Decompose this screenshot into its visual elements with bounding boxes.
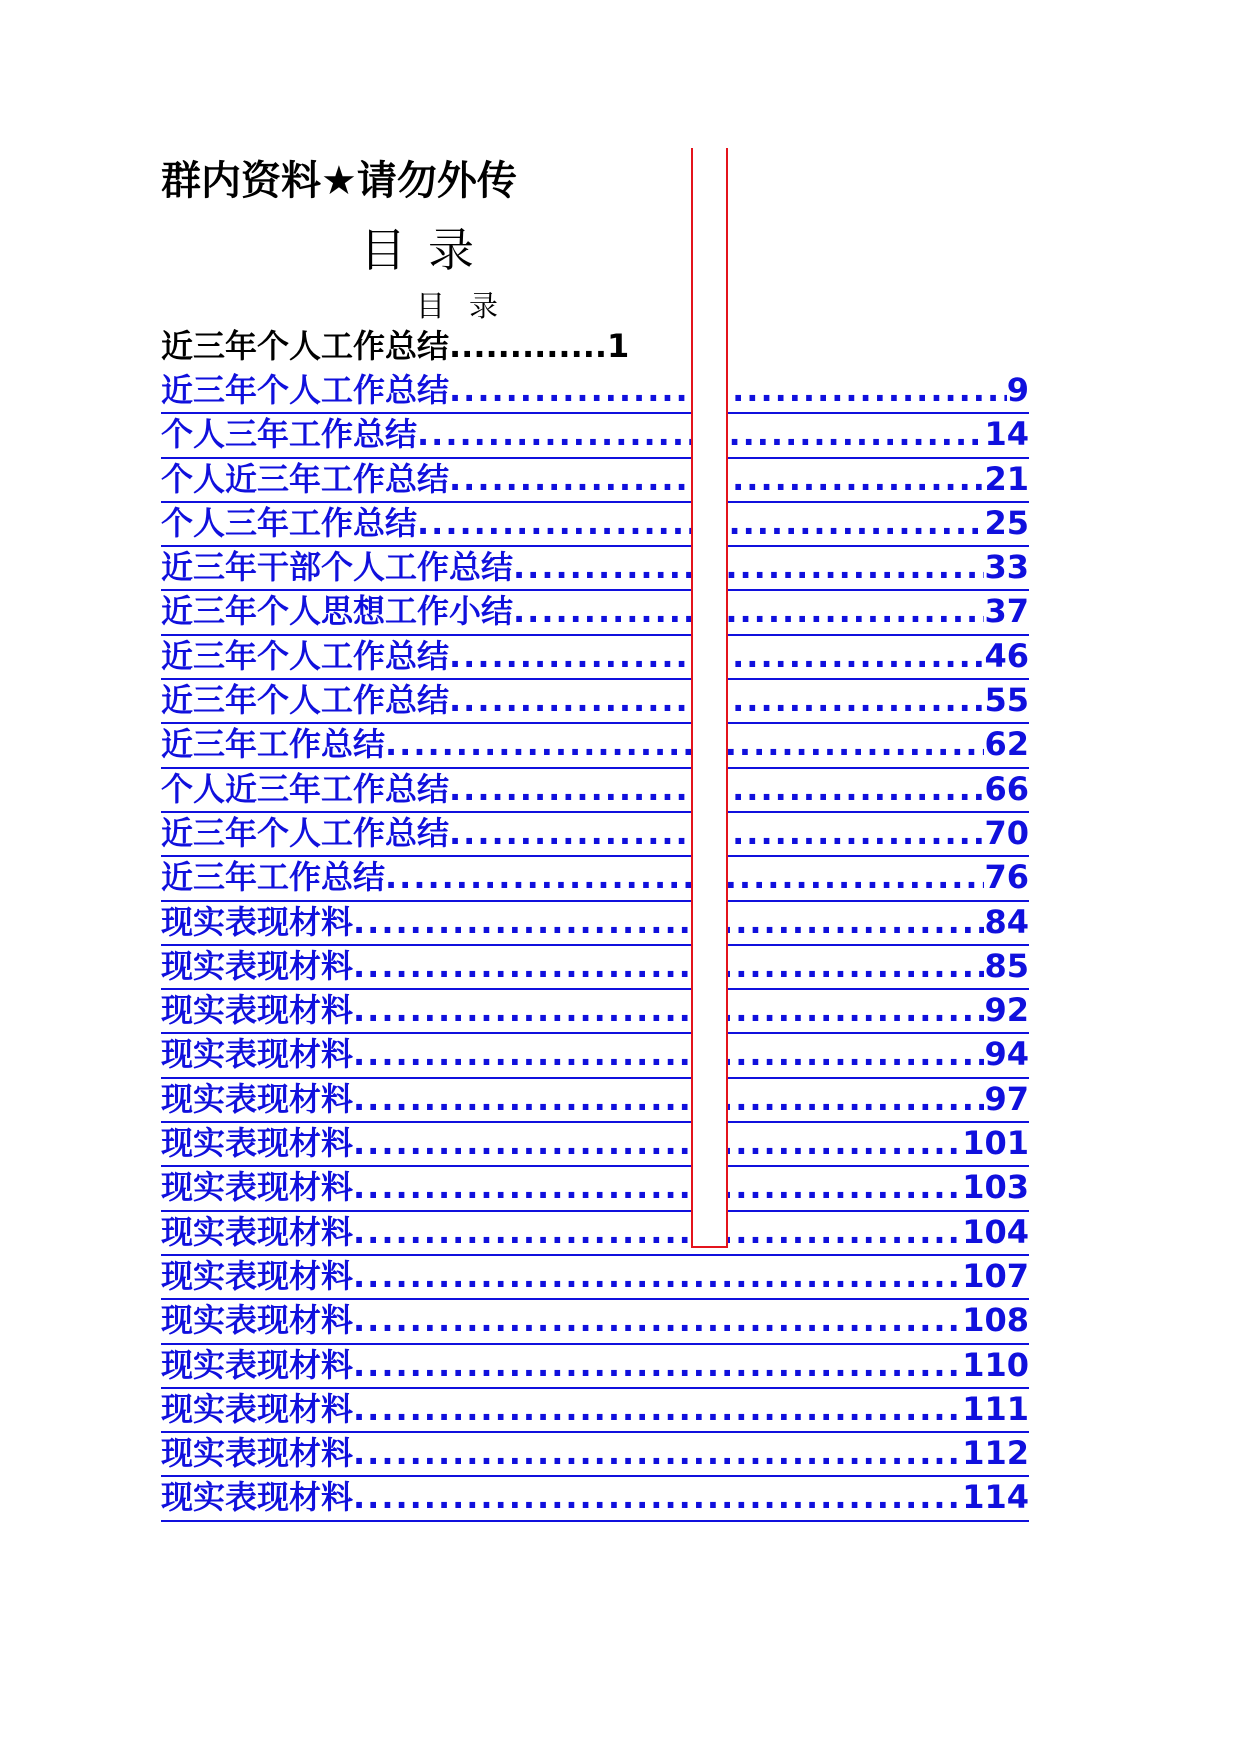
toc-link-page: 101 xyxy=(962,1124,1029,1163)
toc-link-page: 37 xyxy=(984,592,1029,631)
toc-link[interactable] xyxy=(161,1123,1029,1167)
toc-link-title: 现实表现材料 xyxy=(161,1035,354,1074)
toc-leader-dots xyxy=(353,1345,962,1385)
toc-link-title: 个人近三年工作总结 xyxy=(161,769,450,808)
toc-link[interactable] xyxy=(161,503,1029,547)
toc-leader-dots xyxy=(353,1477,962,1517)
toc-link-title: 现实表现材料 xyxy=(161,1434,354,1473)
toc-link[interactable] xyxy=(161,813,1029,857)
toc-link-title: 近三年个人工作总结 xyxy=(161,371,450,409)
toc-link[interactable] xyxy=(161,1167,1029,1211)
toc-link-title: 现实表现材料 xyxy=(161,1345,354,1384)
toc-link-title: 现实表现材料 xyxy=(161,1212,354,1251)
toc-link[interactable] xyxy=(161,1433,1029,1477)
toc-leader-dots xyxy=(353,1433,962,1473)
toc-leader-dots xyxy=(353,1167,962,1207)
toc-link-title: 现实表现材料 xyxy=(161,1478,354,1517)
toc-first-leader: ............. xyxy=(449,327,608,365)
toc-title-large: 目录 xyxy=(360,223,496,277)
toc-link-page: 21 xyxy=(984,459,1029,498)
toc-link[interactable] xyxy=(161,990,1029,1034)
toc-link[interactable] xyxy=(161,414,1029,458)
toc-link-title: 现实表现材料 xyxy=(161,991,354,1030)
toc-link[interactable] xyxy=(161,1300,1029,1344)
toc-link-title: 现实表现材料 xyxy=(161,1124,354,1163)
toc-link-title: 近三年工作总结 xyxy=(161,858,386,897)
toc-first-page: 1 xyxy=(607,327,630,365)
red-rule-base xyxy=(691,1246,728,1248)
toc-link[interactable] xyxy=(161,370,1029,414)
toc-link-title: 现实表现材料 xyxy=(161,1389,354,1428)
toc-link[interactable] xyxy=(161,902,1029,946)
rule-gap xyxy=(693,370,726,1248)
toc-leader-dots xyxy=(353,1123,962,1163)
toc-link-title: 近三年工作总结 xyxy=(161,725,386,764)
toc-leader-dots xyxy=(353,1389,962,1429)
toc-link-page: 107 xyxy=(962,1256,1029,1295)
toc-first-entry xyxy=(161,326,629,366)
toc-link[interactable] xyxy=(161,769,1029,813)
toc-link-page: 14 xyxy=(984,415,1029,454)
toc-link[interactable] xyxy=(161,1034,1029,1078)
toc-title-small: 目录 xyxy=(416,289,523,323)
toc-link-page: 110 xyxy=(962,1345,1029,1384)
toc-link-page: 62 xyxy=(984,725,1029,764)
toc-leader-dots xyxy=(353,1079,984,1119)
toc-link-page: 108 xyxy=(962,1301,1029,1340)
toc-link-page: 66 xyxy=(984,769,1029,808)
toc-link[interactable] xyxy=(161,1256,1029,1300)
toc-link[interactable] xyxy=(161,1345,1029,1389)
toc-link-title: 现实表现材料 xyxy=(161,1301,354,1340)
toc-link-page: 112 xyxy=(962,1434,1029,1473)
confidential-notice: 群内资料★请勿外传 xyxy=(161,158,517,204)
toc-link-page: 92 xyxy=(984,991,1029,1030)
toc-link-title: 个人近三年工作总结 xyxy=(161,459,450,498)
toc-link-page: 84 xyxy=(984,902,1029,941)
toc-link-title: 近三年个人工作总结 xyxy=(161,813,450,852)
toc-link-title: 现实表现材料 xyxy=(161,1256,354,1295)
toc-link[interactable] xyxy=(161,1477,1029,1521)
toc-leader-dots xyxy=(353,902,984,942)
toc-link-page: 70 xyxy=(984,813,1029,852)
toc-link-title: 现实表现材料 xyxy=(161,1079,354,1118)
toc-leader-dots xyxy=(353,990,984,1030)
toc-link[interactable] xyxy=(161,636,1029,680)
toc-leader-dots xyxy=(353,1300,962,1340)
red-vertical-rule-right xyxy=(726,148,728,1248)
toc-link-title: 近三年个人工作总结 xyxy=(161,636,450,675)
toc-link-page: 104 xyxy=(962,1212,1029,1251)
toc-link-page: 25 xyxy=(984,503,1029,542)
toc-leader-dots xyxy=(353,1034,984,1074)
toc-link-title: 个人三年工作总结 xyxy=(161,415,418,454)
toc-link-page: 94 xyxy=(984,1035,1029,1074)
toc-link-title: 现实表现材料 xyxy=(161,1168,354,1207)
toc-list xyxy=(161,370,1029,1522)
toc-link[interactable] xyxy=(161,1389,1029,1433)
toc-link[interactable] xyxy=(161,946,1029,990)
toc-link-title: 近三年干部个人工作总结 xyxy=(161,548,514,587)
toc-leader-dots xyxy=(513,591,984,631)
toc-link[interactable] xyxy=(161,459,1029,503)
toc-link[interactable] xyxy=(161,724,1029,768)
toc-leader-dots xyxy=(385,724,984,764)
toc-link-page: 55 xyxy=(984,681,1029,720)
toc-link-page: 97 xyxy=(984,1079,1029,1118)
toc-first-title: 近三年个人工作总结 xyxy=(161,327,450,365)
toc-link-page: 103 xyxy=(962,1168,1029,1207)
toc-leader-dots xyxy=(353,946,984,986)
toc-link-title: 近三年个人思想工作小结 xyxy=(161,592,514,631)
toc-link[interactable] xyxy=(161,547,1029,591)
toc-link-page: 111 xyxy=(962,1389,1029,1428)
toc-link[interactable] xyxy=(161,591,1029,635)
toc-link[interactable] xyxy=(161,1079,1029,1123)
toc-link-page: 9 xyxy=(1006,371,1029,409)
toc-link-title: 现实表现材料 xyxy=(161,902,354,941)
toc-link[interactable] xyxy=(161,1212,1029,1256)
toc-link[interactable] xyxy=(161,680,1029,724)
toc-link-title: 现实表现材料 xyxy=(161,946,354,985)
toc-link-page: 46 xyxy=(984,636,1029,675)
toc-link-title: 近三年个人工作总结 xyxy=(161,681,450,720)
toc-link-page: 114 xyxy=(962,1478,1029,1517)
toc-leader-dots xyxy=(513,547,984,587)
toc-link-page: 33 xyxy=(984,548,1029,587)
toc-leader-dots xyxy=(353,1212,962,1252)
toc-link-page: 76 xyxy=(984,858,1029,897)
toc-link[interactable] xyxy=(161,857,1029,901)
toc-link-title: 个人三年工作总结 xyxy=(161,503,418,542)
toc-link-page: 85 xyxy=(984,946,1029,985)
toc-leader-dots xyxy=(353,1256,962,1296)
toc-leader-dots xyxy=(385,857,984,897)
